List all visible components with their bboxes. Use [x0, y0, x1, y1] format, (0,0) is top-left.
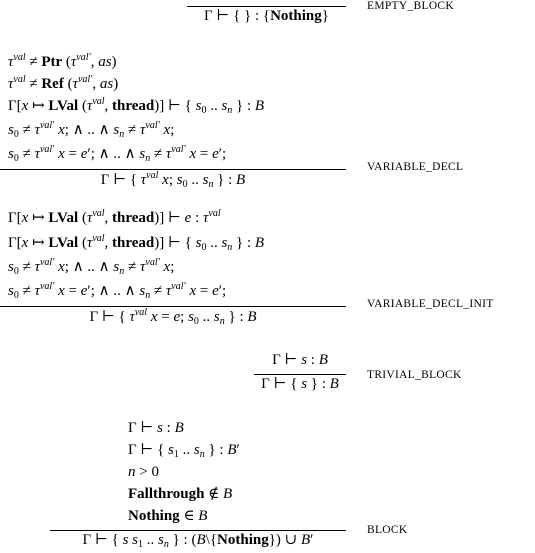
rule-premise: $s_0 \ne \tau^{val'}$ x; ∧ .. ∧ $s_n \ne \tau^{val'}$ x;: [8, 120, 175, 140]
rule-name: EMPTY_BLOCK: [367, 0, 455, 12]
rule-conclusion: Γ ⊢ { s } : B: [261, 376, 339, 392]
rule-name: BLOCK: [367, 524, 408, 536]
rule-premise: Γ[x ↦ LVal ($\tau^{val}$, thread)] ⊢ { $s_0$ .. $s_n$ } : B: [8, 96, 265, 116]
rule-premise: Γ ⊢ s : B: [272, 352, 328, 368]
rule-conclusion: Γ ⊢ { $\tau^{val}$ x; $s_0$ .. $s_n$ } : B: [100, 170, 246, 190]
rule-conclusion: Γ ⊢ { } : {Nothing}: [204, 8, 329, 24]
rule-premise: Γ ⊢ s : B: [128, 420, 184, 436]
rule-conclusion: Γ ⊢ { s $s_1$ .. $s_n$ } : (B\{Nothing}) ∪ B′: [82, 532, 314, 550]
rule-premise: Γ ⊢ { $s_1$ .. $s_n$ } : B′: [128, 442, 240, 460]
rule-conclusion: Γ ⊢ { $\tau^{val}$ x = e; $s_0$ .. $s_n$ } : B: [89, 307, 257, 327]
rule-premise: $\tau^{val}$ ≠ Ptr ($\tau^{val'}$, as): [8, 52, 117, 70]
rule-premise: $s_0 \ne \tau^{val'}$ x; ∧ .. ∧ $s_n \ne \tau^{val'}$ x;: [8, 257, 175, 277]
rule-premise: Nothing ∈ B: [128, 508, 208, 524]
rule-premise: $\tau^{val}$ ≠ Ref ($\tau^{val'}$, as): [8, 74, 119, 92]
rule-premise: $s_0 \ne \tau^{val'}$ x = e′; ∧ .. ∧ $s_n \ne \tau^{val'}$ x = e′;: [8, 144, 227, 164]
rule-name: VARIABLE_DECL: [367, 161, 464, 173]
rule-premise: Γ[x ↦ LVal ($\tau^{val}$, thread)] ⊢ e : $\tau^{val}$: [8, 208, 221, 226]
rule-name: VARIABLE_DECL_INIT: [367, 298, 494, 310]
rule-premise: n > 0: [128, 464, 159, 480]
rule-premise: Γ[x ↦ LVal ($\tau^{val}$, thread)] ⊢ { $s_0$ .. $s_n$ } : B: [8, 233, 265, 253]
rule-name: TRIVIAL_BLOCK: [367, 369, 462, 381]
rule-premise: Fallthrough ∉ B: [128, 486, 233, 502]
rule-premise: $s_0 \ne \tau^{val'}$ x = e′; ∧ .. ∧ $s_n \ne \tau^{val'}$ x = e′;: [8, 281, 227, 301]
